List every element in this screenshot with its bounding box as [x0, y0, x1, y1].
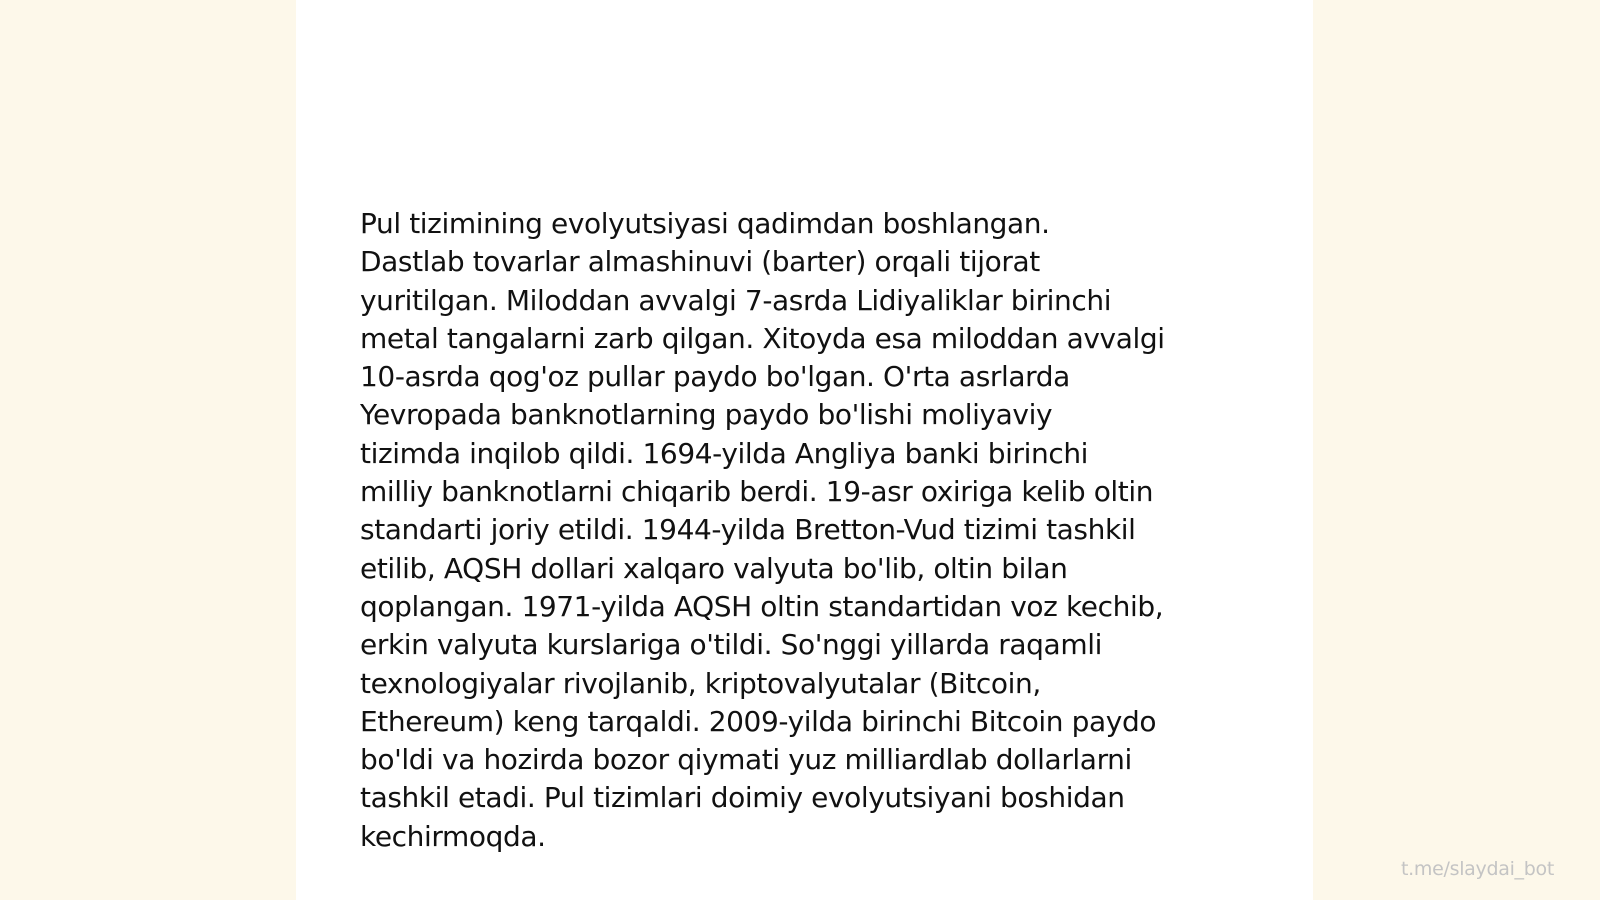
body-line: erkin valyuta kurslariga o'tildi. So'nggi yillarda raqamli	[360, 628, 1102, 662]
page-margin-left	[0, 0, 296, 900]
body-line: 10-asrda qog'oz pullar paydo bo'lgan. O'rta asrlarda	[360, 360, 1070, 394]
body-line: Yevropada banknotlarning paydo bo'lishi moliyaviy	[360, 398, 1053, 432]
watermark-text: t.me/slaydai_bot	[1401, 858, 1554, 880]
body-line: kechirmoqda.	[360, 819, 546, 853]
body-line: milliy banknotlarni chiqarib berdi. 19-asr oxiriga kelib oltin	[360, 475, 1154, 509]
slide-body-text	[360, 205, 1250, 856]
body-line: bo'ldi va hozirda bozor qiymati yuz milliardlab dollarlarni	[360, 743, 1132, 777]
page-margin-right	[1313, 0, 1600, 900]
body-line: Dastlab tovarlar almashinuvi (barter) orqali tijorat	[360, 245, 1040, 279]
body-line: standarti joriy etildi. 1944-yilda Bretton-Vud tizimi tashkil	[360, 513, 1136, 547]
body-line: metal tangalarni zarb qilgan. Xitoyda esa miloddan avvalgi	[360, 321, 1165, 355]
body-line: yuritilgan. Miloddan avvalgi 7-asrda Lidiyaliklar birinchi	[360, 283, 1112, 317]
body-line: tizimda inqilob qildi. 1694-yilda Angliya banki birinchi	[360, 436, 1089, 470]
body-line: etilib, AQSH dollari xalqaro valyuta bo'lib, oltin bilan	[360, 551, 1068, 585]
body-line: Pul tizimining evolyutsiyasi qadimdan boshlangan.	[360, 207, 1050, 240]
slide-page	[296, 0, 1313, 900]
body-line: tashkil etadi. Pul tizimlari doimiy evolyutsiyani boshidan	[360, 781, 1125, 815]
body-line: qoplangan. 1971-yilda AQSH oltin standartidan voz kechib,	[360, 589, 1164, 623]
body-line: texnologiyalar rivojlanib, kriptovalyutalar (Bitcoin,	[360, 666, 1041, 700]
body-line: Ethereum) keng tarqaldi. 2009-yilda birinchi Bitcoin paydo	[360, 704, 1157, 738]
